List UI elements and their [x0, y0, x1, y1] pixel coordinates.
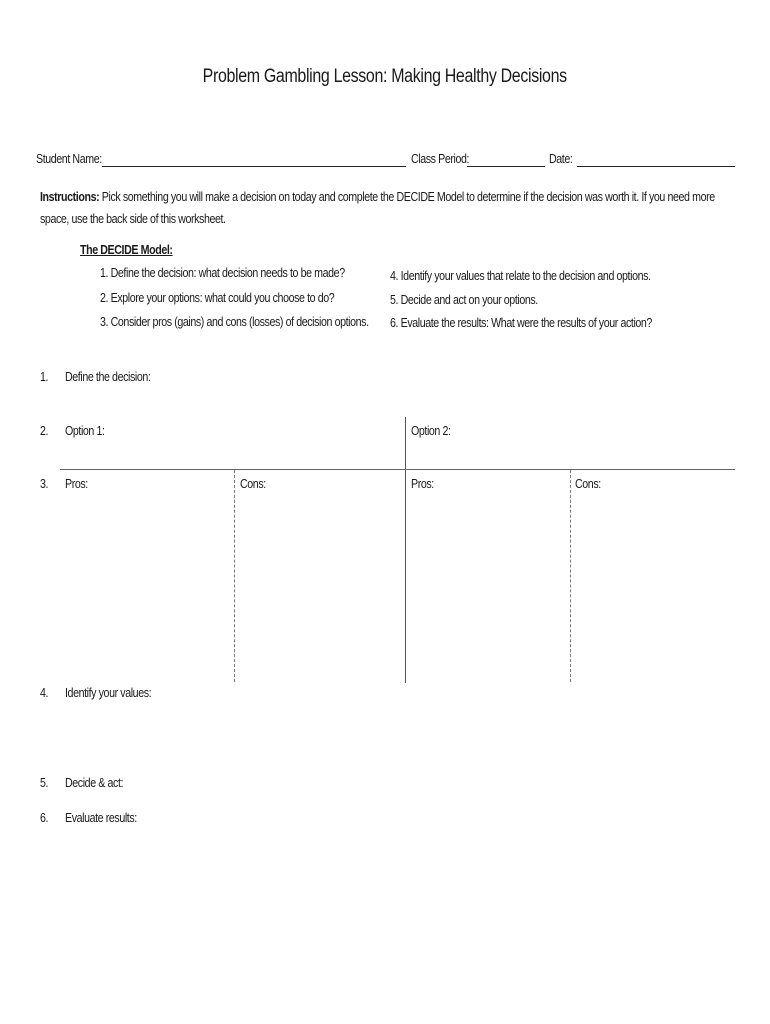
option-1-cons-label: Cons:: [240, 476, 266, 491]
decide-step-1: 1. Define the decision: what decision needs to be made?: [100, 265, 345, 280]
decide-step-3: 3. Consider pros (gains) and cons (losses) of decision options.: [100, 314, 369, 329]
q1-label: Define the decision:: [65, 369, 151, 384]
page-title: [0, 66, 770, 88]
option-2-label: Option 2:: [411, 423, 451, 438]
pros-cons-divider-1: [234, 470, 235, 682]
decide-step-2: 2. Explore your options: what could you choose to do?: [100, 290, 335, 305]
pros-cons-top-rule: [60, 469, 735, 470]
option-1-pros-label: Pros:: [65, 476, 88, 491]
date-label: Date:: [549, 151, 573, 166]
option-2-pros-label: Pros:: [411, 476, 434, 491]
option-2-cons-label: Cons:: [575, 476, 601, 491]
q3-number: 3.: [40, 476, 49, 491]
center-divider: [405, 417, 406, 683]
decide-step-4: 4. Identify your values that relate to the decision and options.: [390, 268, 651, 283]
decide-model-heading: The DECIDE Model:: [80, 242, 173, 257]
q1-number: 1.: [40, 369, 49, 384]
q6-label: Evaluate results:: [65, 810, 137, 825]
class-period-label: Class Period:: [411, 151, 470, 166]
q6-number: 6.: [40, 810, 49, 825]
page-title-text: Problem Gambling Lesson: Making Healthy Decisions: [202, 66, 568, 87]
instructions-line-1: [40, 189, 715, 204]
decide-step-6: 6. Evaluate the results: What were the results of your action?: [390, 315, 652, 330]
q4-number: 4.: [40, 685, 49, 700]
class-period-field[interactable]: [467, 166, 545, 167]
q5-number: 5.: [40, 775, 49, 790]
q4-label: Identify your values:: [65, 685, 152, 700]
decide-step-5: 5. Decide and act on your options.: [390, 292, 538, 307]
option-1-label: Option 1:: [65, 423, 105, 438]
student-name-field[interactable]: [102, 166, 406, 167]
instructions-line-2: space, use the back side of this worksheet.: [40, 211, 226, 226]
q5-label: Decide & act:: [65, 775, 124, 790]
instructions-label: Instructions:: [40, 189, 100, 204]
pros-cons-divider-2: [570, 470, 571, 682]
date-field[interactable]: [577, 166, 735, 167]
q2-number: 2.: [40, 423, 49, 438]
student-name-label: Student Name:: [36, 151, 102, 166]
instructions-text-1: Pick something you will make a decision on today and complete the DECIDE Model to determine if the decision was worth it. If you need more: [101, 189, 715, 204]
